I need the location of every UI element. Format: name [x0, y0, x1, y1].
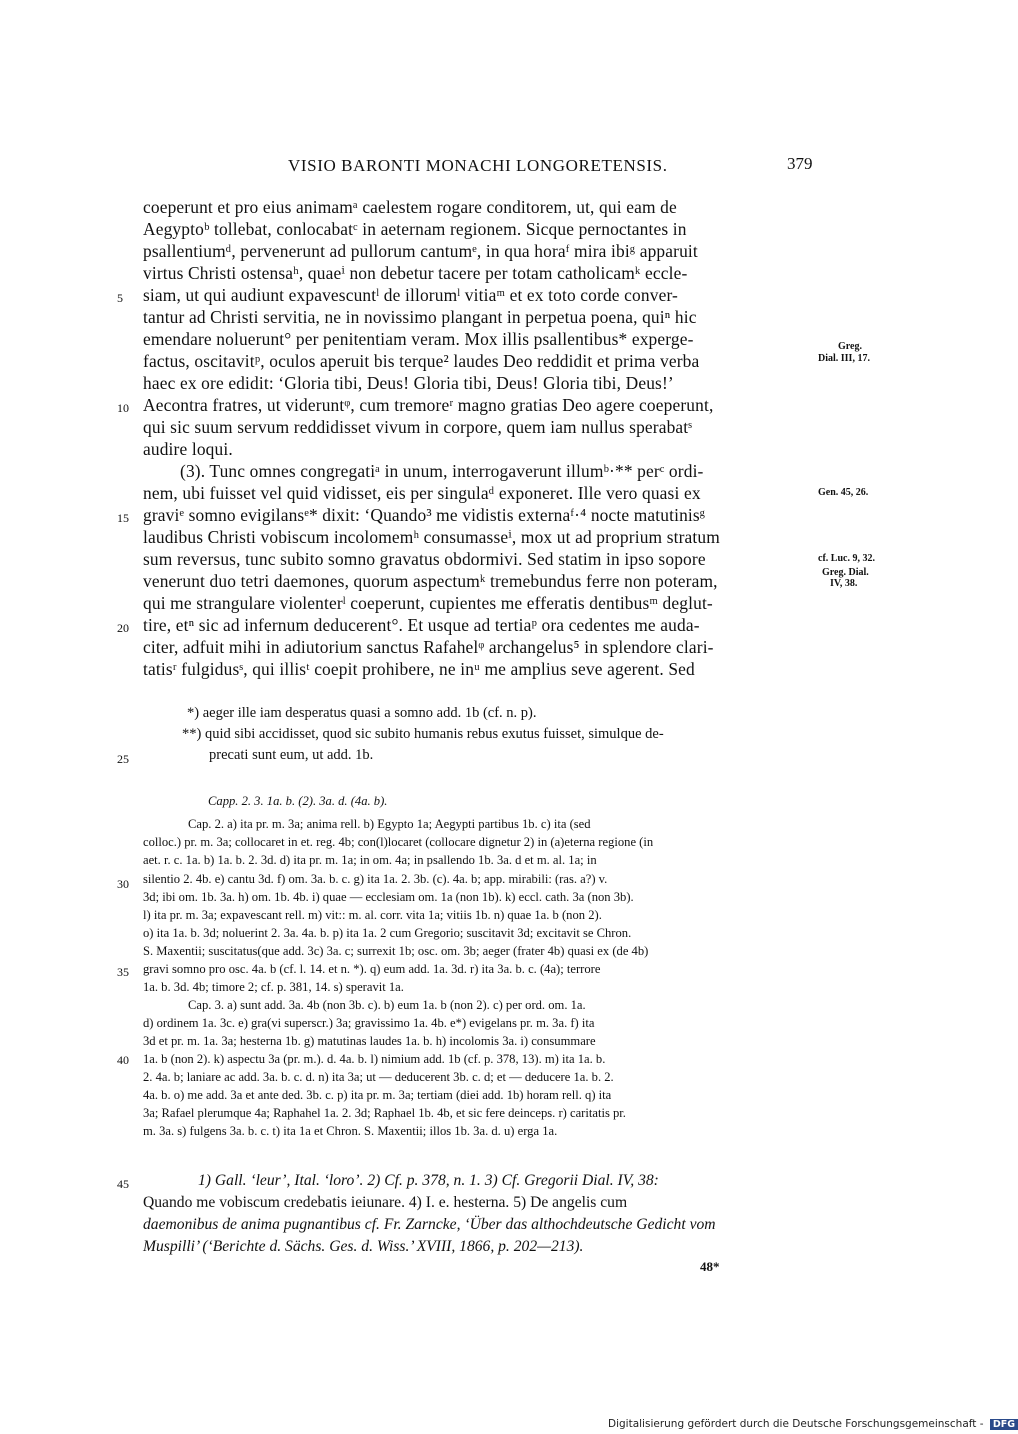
apparatus-line: l) ita pr. m. 3a; expavescant rell. m) vit:: m. al. corr. vita 1a; vitiis 1b. n) quae 1a. b (non 2). [143, 908, 602, 922]
text-line: Aegyptoᵇ tollebat, conlocabatᶜ in aeternam regionem. Sicque pernoctantes in [143, 219, 687, 239]
text-line: haec ex ore edidit: ‘Gloria tibi, Deus! Gloria tibi, Deus! Gloria tibi, Deus!’ [143, 373, 674, 393]
text-line: coeperunt et pro eius animamᵃ caelestem rogare conditorem, ut, qui eam de [143, 197, 677, 217]
text-line: sum reversus, tunc subito somno gravatus obdormivi. Sed statim in ipso sopore [143, 549, 706, 569]
apparatus-line: 3a; Rafael plerumque 4a; Raphahel 1a. 2. 3d; Raphael 1b. 4b, et sic fere deinceps. r) caritatis pr. [143, 1106, 626, 1120]
text-line: venerunt duo tetri daemones, quorum aspectumᵏ tremebundus ferre non poteram, [143, 571, 718, 591]
margin-note [818, 354, 870, 365]
text-line: graviᵉ somno evigilansᵉ* dixit: ‘Quando³ me vidistis externaᶠ·⁴ nocte matutinisᵍ [143, 505, 706, 525]
apparatus-line: d) ordinem 1a. 3c. e) gra(vi superscr.) 3a; gravissimo 1a. 4b. e*) evigelans pr. m. 3a. f) ita [143, 1016, 595, 1030]
apparatus-line: gravi somno pro osc. 4a. b (cf. l. 14. et n. *). q) eum add. 1a. 3d. r) ita 3a. b. c. (4a); terrore [143, 962, 601, 976]
line-number: 20 [117, 621, 129, 635]
text-line: siam, ut qui audiunt expavescuntˡ de illorumˡ vitiaᵐ et ex toto corde conver- [143, 285, 678, 305]
apparatus-line: Cap. 3. a) sunt add. 3a. 4b (non 3b. c). b) eum 1a. b (non 2). c) per ord. om. 1a. [188, 998, 586, 1012]
apparatus-line: o) ita 1a. b. 3d; noluerint 2. 3a. 4a. b. p) ita 1a. 2 cum Gregorio; suscitavit 3d; excitavit se Chron. [143, 926, 632, 940]
line-number: 5 [117, 291, 123, 305]
text-line: emendare noluerunt° per penitentiam veram. Mox illis psallentibus* experge- [143, 329, 694, 349]
footnote-line: 1) Gall. ‘leur’, Ital. ‘loro’. 2) Cf. p. 378, n. 1. 3) Cf. Gregorii Dial. IV, 38: [198, 1172, 659, 1189]
text-line: tantur ad Christi servitia, ne in novissimo plangant in perpetua poena, quiⁿ hic [143, 307, 697, 327]
footer-text: Digitalisierung gefördert durch die Deutsche Forschungsgemeinschaft - [608, 1418, 984, 1430]
dfg-logo-icon: DFG [990, 1419, 1018, 1430]
text-line: psallentiumᵈ, pervenerunt ad pullorum cantumᵉ, in qua horaᶠ mira ibiᵍ apparuit [143, 241, 698, 261]
footnote-line: Muspilli’ (‘Berichte d. Sächs. Ges. d. Wiss.’ XVIII, 1866, p. 202—213). [143, 1238, 584, 1255]
apparatus-line: S. Maxentii; suscitatus(que add. 3c) 3a. c; surrexit 1b; osc. om. 3b; aeger (frater 4b) quasi ex (de 4b) [143, 944, 649, 958]
apparatus-line: silentio 2. 4b. e) cantu 3d. f) om. 3a. b. c. g) ita 1a. 2. 3b. (c). 4a. b; app. mirabili: (ras. a?) v. [143, 872, 608, 886]
margin-note: IV, 38. [830, 578, 858, 589]
apparatus-line: 2. 4a. b; laniare ac add. 3a. b. c. d. n) ita 3a; ut — deducerent 3b. c. d; et — deducere 1a. b. 2. [143, 1070, 614, 1084]
text-line: audire loqui. [143, 439, 233, 459]
line-number: 25 [117, 752, 129, 766]
line-number: 35 [117, 965, 129, 979]
apparatus-line: 3d; ibi om. 1b. 3a. h) om. 1b. 4b. i) quae — ecclesiam om. 1a (non 1b). k) eccl. cath. 3a (non 3b). [143, 890, 634, 904]
text-line: qui me strangulare violenterˡ coeperunt, cupientes me efferatis dentibusᵐ deglut- [143, 593, 713, 613]
addition-note: precati sunt eum, ut add. 1b. [209, 747, 374, 763]
apparatus-line: m. 3a. s) fulgens 3a. b. c. t) ita 1a et Chron. S. Maxentii; illos 1b. 3a. d. u) erga 1a. [143, 1124, 558, 1138]
addition-note: *) aeger ille iam desperatus quasi a somno add. 1b (cf. n. p). [187, 705, 537, 721]
text-line: factus, oscitavitᵖ, oculos aperuit bis terque² laudes Deo reddidit et prima verba [143, 351, 700, 371]
apparatus-line: 1a. b (non 2). k) aspectu 3a (pr. m.). d. 4a. b. l) nimium add. 1b (cf. p. 378, 13). m) ita 1a. b. [143, 1052, 606, 1066]
text-line: virtus Christi ostensaʰ, quaeⁱ non debetur tacere per totam catholicamᵏ eccle- [143, 263, 688, 283]
addition-note: **) quid sibi accidisset, quod sic subito humanis rebus exutus fuisset, simulque de- [182, 726, 664, 742]
line-number: 10 [117, 401, 129, 415]
text-line: laudibus Christi vobiscum incolomemʰ consumasseⁱ, mox ut ad proprium stratum [143, 527, 720, 547]
margin-note [838, 342, 862, 353]
text-line: nem, ubi fuisset vel quid vidisset, eis per singulaᵈ exponeret. Ille vero quasi ex [143, 483, 701, 503]
apparatus-heading: Capp. 2. 3. 1a. b. (2). 3a. d. (4a. b). [208, 794, 388, 808]
margin-note: cf. Luc. 9, 32. [818, 553, 875, 564]
apparatus-line: colloc.) pr. m. 3a; collocaret in et. reg. 4b; con(l)locaret (collocare dignetur 2) in (a)eterna regione (in [143, 835, 654, 849]
apparatus-line: 3d et pr. m. 1a. 3a; hesterna 1b. g) matutinas laudes 1a. b. h) incolomis 3a. i) consummare [143, 1034, 596, 1048]
text-line: qui sic suum servum reddidisset vivum in corpore, quem iam nullus sperabatˢ [143, 417, 693, 437]
text-line: (3). Tunc omnes congregatiᵃ in unum, interrogaverunt illumᵇ·** perᶜ ordi- [180, 461, 704, 481]
footnote-line: Quando me vobiscum credebatis ieiunare. 4) I. e. hesterna. 5) De angelis cum [143, 1194, 628, 1211]
line-number: 15 [117, 511, 129, 525]
apparatus-line: Cap. 2. a) ita pr. m. 3a; anima rell. b) Egypto 1a; Aegypti partibus 1b. c) ita (sed [188, 817, 591, 831]
line-number: 45 [117, 1177, 129, 1191]
margin-note-text: Greg. [838, 341, 862, 352]
margin-note-text: Dial. III, 17. [818, 353, 870, 364]
line-number: 40 [117, 1053, 129, 1067]
apparatus-line: 4a. b. o) me add. 3a et ante ded. 3b. c. p) ita pr. m. 3a; tertiam (diei add. 1b) horam rell. q) ita [143, 1088, 612, 1102]
printer-signature: 48* [700, 1259, 720, 1274]
margin-note: Greg. Dial. [822, 567, 869, 578]
page-number: 379 [787, 154, 813, 173]
text-line: tatisʳ fulgidusˢ, qui illisᵗ coepit prohibere, ne inᵘ me amplius seve agerent. Sed [143, 659, 695, 679]
line-number: 30 [117, 877, 129, 891]
text-line: citer, adfuit mihi in adiutorium sanctus Rafahelᵠ archangelus⁵ in splendore clari- [143, 637, 714, 657]
footer-credit [608, 1418, 1018, 1430]
text-line: Aecontra fratres, ut videruntᵠ, cum tremoreʳ magno gratias Deo agere coeperunt, [143, 395, 714, 415]
text-line: tire, etⁿ sic ad infernum deducerent°. Et usque ad tertiaᵖ ora cedentes me auda- [143, 615, 700, 635]
margin-note: Gen. 45, 26. [818, 487, 869, 498]
apparatus-line: 1a. b. 3d. 4b; timore 2; cf. p. 381, 14. s) speravit 1a. [143, 980, 404, 994]
running-header: VISIO BARONTI MONACHI LONGORETENSIS. [288, 156, 668, 175]
apparatus-line: aet. r. c. 1a. b) 1a. b. 2. 3d. d) ita pr. m. 1a; in om. 4a; in psallendo 1b. 3a. d et m. al. 1a; in [143, 853, 597, 867]
footnote-line: daemonibus de anima pugnantibus cf. Fr. Zarncke, ‘Über das althochdeutsche Gedicht vom [143, 1216, 716, 1233]
